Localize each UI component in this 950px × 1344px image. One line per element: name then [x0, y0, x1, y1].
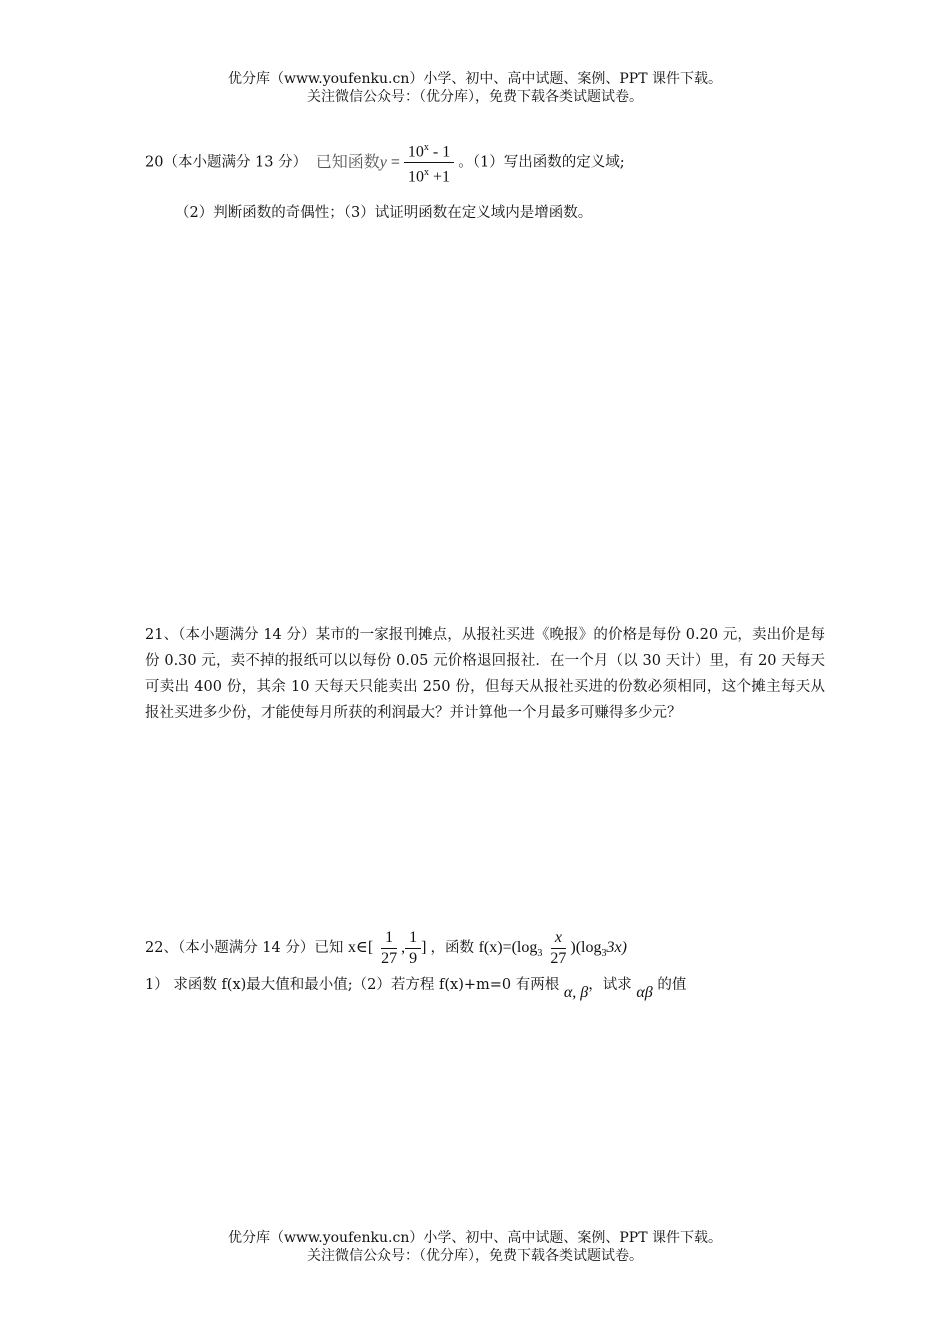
- q20-prefix: 20（本小题满分 13 分）: [145, 154, 308, 171]
- q22-alpha-beta: α, β: [563, 984, 589, 1001]
- q22-fraction-1-9: $\frac{1}{9}$: [405, 928, 421, 969]
- q22-prefix: 22、（本小题满分 14 分）已知: [145, 940, 348, 957]
- q20-known-label: 已知函数: [315, 153, 380, 171]
- page-header-line2: 关注微信公众号：（优分库），免费下载各类试题试卷。: [307, 89, 643, 105]
- page-footer-line2: 关注微信公众号：（优分库），免费下载各类试题试卷。: [307, 1248, 643, 1264]
- q20-numerator: 10$^x$ - 1: [404, 138, 454, 163]
- q22-part3: 的值: [657, 977, 687, 993]
- q22-fraction-1-27: $\frac{1}{27}$: [381, 929, 398, 967]
- q22-func-label: ，函数: [430, 940, 479, 957]
- q22-fraction-x-27: $\frac{x}{27}$: [550, 929, 567, 967]
- page-header-line1: 优分库（www.youfenku.cn）小学、初中、高中试题、案例、PPT 课件下载。: [227, 71, 722, 87]
- q22-part2: ，试求: [588, 977, 632, 993]
- question-20-line1: [145, 138, 625, 188]
- question-22-line1: [145, 928, 627, 969]
- q20-formula: [315, 142, 458, 186]
- q20-eq: =: [390, 153, 400, 171]
- question-22-line2: [145, 972, 687, 1001]
- q22-alphabeta: αβ: [636, 984, 653, 1001]
- q22-part1: 1） 求函数 f(x)最大值和最小值;（2）若方程 f(x)+m=0 有两根: [145, 977, 560, 993]
- q22-function: $f(x)=(\log_3$ $\frac{x}{27}$ )$(\log_33x)$: [478, 929, 627, 967]
- question-21: 21、（本小题满分 14 分）某市的一家报刊摊点，从报社买进《晚报》的价格是每份 0.20 元，卖出价是每份 0.30 元，卖不掉的报纸可以以每份 0.05 元价格退回报社．在一个月（以 30 天计）里，有 20 天每天可卖出 400 份，其余 10 天每天只能卖出 250 份，但每天从报社买进的份数必须相同，这个摊主每天从报社买进多少份，才能使每月所获的利润最大？并计算他一个月最多可赚得多少元？: [145, 627, 825, 721]
- page-footer-line1: 优分库（www.youfenku.cn）小学、初中、高中试题、案例、PPT 课件下载。: [227, 1230, 722, 1246]
- q20-part1: 。（1）写出函数的定义域;: [458, 154, 625, 171]
- q20-denominator: $10^x +1$: [408, 167, 451, 186]
- q22-domain: x∈[ $\frac{1}{27}$ , $\frac{1}{9}$ ]: [347, 929, 427, 967]
- q20-fraction: [404, 138, 454, 188]
- q20-y: y: [379, 153, 387, 171]
- question-20-line2: （2）判断函数的奇偶性；（3）试证明函数在定义域内是增函数。: [175, 205, 593, 221]
